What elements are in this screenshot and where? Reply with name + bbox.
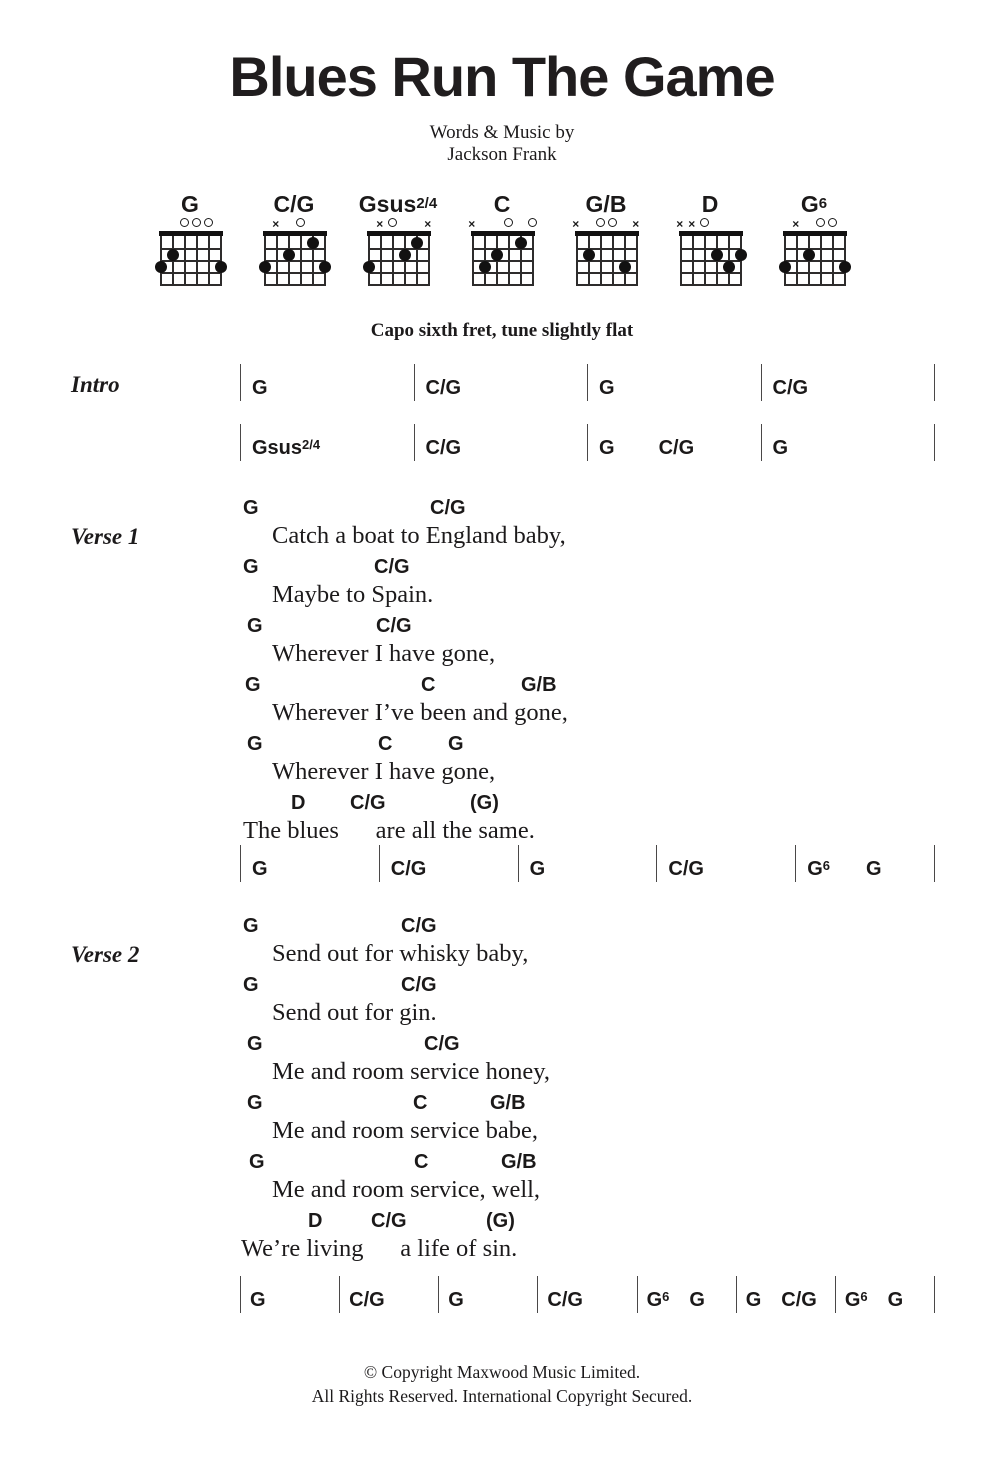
finger-dot [319,261,331,273]
finger-dot [215,261,227,273]
chord-symbol: G [252,377,268,399]
lyric-line-block [0,1152,1004,1211]
chord-diagram-label: G/B [585,191,627,217]
fretboard-grid [160,236,222,285]
chord-symbol: G [247,733,263,755]
open-string-o-marker [596,218,605,227]
chord-symbol: C/G [430,497,466,519]
turnaround-bar-row-1 [240,845,935,882]
finger-dot [307,237,319,249]
open-string-o-marker [528,218,537,227]
measure [240,424,414,461]
lyric-line-block [0,1211,1004,1270]
fret-line [680,248,742,250]
chord-symbol: G [243,556,259,578]
finger-dot [491,249,503,261]
chord-symbol: G [599,437,615,459]
lyric-text: Maybe to Spain. [272,581,434,608]
muted-string-x-marker: × [632,217,640,231]
lyric-line-block [0,734,1004,793]
finger-dot [363,261,375,273]
finger-dot [803,249,815,261]
fret-line [264,272,326,274]
chord-symbol: G [689,1289,705,1311]
chord-symbol: G [448,733,464,755]
chord-symbol: G [243,974,259,996]
byline-author: Jackson Frank [447,144,557,165]
measure [656,845,795,882]
chord-diagram [762,192,866,294]
fret-line [784,272,846,274]
fret-line [368,248,430,250]
muted-string-x-marker: × [424,217,432,231]
measure [379,845,518,882]
chord-symbol: G/B [490,1092,526,1114]
nut-bar [679,231,743,236]
chord-symbol: G [745,1289,762,1311]
muted-string-x-marker: × [676,217,684,231]
measure [587,424,761,461]
open-string-o-marker [180,218,189,227]
chord-symbol: G/B [501,1151,537,1173]
chord-diagram-label: C/G [273,191,315,217]
open-string-o-marker [700,218,709,227]
chord-superscript: 6 [860,1289,868,1304]
chord-symbol: G [252,858,268,880]
lyric-text: We’re living a life of sin. [241,1235,518,1262]
chord-symbol: C/G [371,1210,407,1232]
chord-symbol: G [243,915,259,937]
chord-symbol: Gsus$^{2/4}$ [252,437,321,459]
finger-dot [723,261,735,273]
string-marker-row [554,218,658,231]
fretboard-grid [680,236,742,285]
fretboard-grid [472,236,534,285]
lyric-line-block [0,916,1004,975]
lyric-text: Send out for whisky baby, [272,940,529,967]
finger-dot [399,249,411,261]
chord-diagram-label-superscript: 2/4 [416,195,438,212]
string-marker-row [658,218,762,231]
lyric-text: Me and room service, well, [272,1176,541,1203]
finger-dot [155,261,167,273]
chord-symbol: C/G [772,377,809,399]
chord-diagram-label-superscript: 6 [818,195,828,212]
open-string-o-marker [828,218,837,227]
string-marker-row [450,218,554,231]
chord-symbol: C/G [781,1289,817,1311]
chord-symbol: G/B [521,674,557,696]
chord-symbol: C [378,733,393,755]
finger-dot [583,249,595,261]
turnaround-bar-row-2 [240,1276,935,1313]
fret-line [160,284,222,286]
chord-superscript: 6 [662,1289,670,1304]
fretboard-grid [576,236,638,285]
lyric-line-block [0,498,1004,557]
chord-symbol: G [599,377,615,399]
finger-dot [735,249,747,261]
chord-symbol: C/G [349,1289,385,1311]
muted-string-x-marker: × [272,217,280,231]
lyric-line-block [0,616,1004,675]
measure [795,845,934,882]
muted-string-x-marker: × [468,217,476,231]
lyric-text: Me and room service honey, [272,1058,551,1085]
fret-line [368,284,430,286]
chord-symbol: G [772,437,789,459]
chord-symbol: C/G [401,915,437,937]
finger-dot [839,261,851,273]
intro-bar-row-2 [240,424,935,461]
muted-string-x-marker: × [688,217,696,231]
chord-diagram [554,192,658,294]
finger-dot [411,237,423,249]
chord-symbol: C/G [390,858,427,880]
chord-symbol: C/G [425,437,462,459]
nut-bar [471,231,535,236]
chord-diagram [658,192,762,294]
measure [637,1276,736,1313]
chord-symbol: C/G [424,1033,460,1055]
chord-symbol: C/G [658,437,695,459]
finger-dot [259,261,271,273]
measure [761,424,935,461]
chord-symbol: C/G [401,974,437,996]
lyric-text: Send out for gin. [272,999,437,1026]
nut-bar [783,231,847,236]
song-title: Blues Run The Game [229,45,775,108]
nut-bar [263,231,327,236]
section-label-verse-2: Verse 2 [71,942,140,967]
fret-line [264,284,326,286]
lyric-text: Me and room service babe, [272,1117,538,1144]
lyric-line-block [0,557,1004,616]
chord-symbol: C [421,674,436,696]
string-marker-row [762,218,866,231]
byline-credit: Words & Music by [429,122,575,143]
muted-string-x-marker: × [792,217,800,231]
fret-line [264,248,326,250]
string-marker-row [346,218,450,231]
fret-line [680,272,742,274]
chord-symbol: G [245,674,261,696]
measure [537,1276,636,1313]
chord-diagram-label: C [493,191,511,217]
chord-diagram [450,192,554,294]
fret-line [472,284,534,286]
fret-line [264,260,326,262]
open-string-o-marker [296,218,305,227]
fret-line [784,260,846,262]
lyric-line-block [0,975,1004,1034]
measure [339,1276,438,1313]
chord-superscript: 2/4 [302,437,321,452]
measure [414,424,588,461]
open-string-o-marker [608,218,617,227]
fret-line [472,248,534,250]
chord-symbol: C [414,1151,429,1173]
lyric-text: Catch a boat to England baby, [272,522,566,549]
measure [414,364,588,401]
chord-diagram [138,192,242,294]
fret-line [680,284,742,286]
lyric-text: Wherever I have gone, [272,758,496,785]
chord-diagram [242,192,346,294]
chord-symbol: (G) [486,1210,515,1232]
open-string-o-marker [192,218,201,227]
chord-symbol: D [308,1210,323,1232]
chord-symbol: $G^6$ [807,858,830,880]
measure [240,364,414,401]
muted-string-x-marker: × [572,217,580,231]
lyric-line-block [0,1093,1004,1152]
open-string-o-marker [816,218,825,227]
chord-symbol: G [247,1033,263,1055]
finger-dot [479,261,491,273]
finger-dot [167,249,179,261]
fretboard-grid [264,236,326,285]
chord-symbol: C/G [425,377,462,399]
chord-symbol: $G^6$ [646,1289,670,1311]
chord-symbol: C/G [350,792,386,814]
finger-dot [619,261,631,273]
open-string-o-marker [388,218,397,227]
measure [761,364,935,401]
finger-dot [283,249,295,261]
fret-line [368,272,430,274]
chord-diagram-strip [138,192,866,294]
chord-superscript: 6 [822,858,830,873]
fretboard-grid [368,236,430,285]
lyric-text: Wherever I have gone, [272,640,496,667]
chord-symbol: G [247,1092,263,1114]
chord-symbol: D [291,792,306,814]
fret-line [576,272,638,274]
chord-symbol: C [413,1092,428,1114]
chord-symbol: G [448,1289,464,1311]
chord-symbol: $G^6$ [844,1289,868,1311]
chord-symbol: (G) [470,792,499,814]
finger-dot [711,249,723,261]
fret-line [784,248,846,250]
chord-symbol: G [250,1289,266,1311]
capo-instruction: Capo sixth fret, tune slightly flat [370,320,634,341]
muted-string-x-marker: × [376,217,384,231]
open-string-o-marker [504,218,513,227]
lyric-text: The blues are all the same. [243,817,535,844]
measure [240,1276,339,1313]
lyric-line-block [0,793,1004,852]
measure [835,1276,934,1313]
measure [587,364,761,401]
chord-diagram [346,192,450,294]
finger-dot [779,261,791,273]
chord-diagram-label: D [701,191,719,217]
measure [438,1276,537,1313]
nut-bar [159,231,223,236]
chord-symbol: G [529,858,546,880]
section-label-intro: Intro [71,372,120,397]
copyright-line-2: All Rights Reserved. International Copyright Secured. [311,1386,693,1406]
nut-bar [575,231,639,236]
measure [240,845,379,882]
chord-symbol: G [887,1289,904,1311]
measure [736,1276,835,1313]
lyric-text: Wherever I’ve been and gone, [272,699,568,726]
section-label-verse-1: Verse 1 [71,524,140,549]
chord-symbol: G [865,858,882,880]
chord-symbol: C/G [547,1289,583,1311]
copyright-line-1: © Copyright Maxwood Music Limited. [363,1362,641,1382]
string-marker-row [138,218,242,231]
intro-bar-row-1 [240,364,935,401]
open-string-o-marker [204,218,213,227]
chord-symbol: C/G [668,858,704,880]
fretboard-grid [784,236,846,285]
chord-symbol: C/G [374,556,410,578]
chord-diagram-label: Gsus$^{2/4}$ [358,191,438,217]
chord-symbol: G [243,497,259,519]
chord-diagram-label: G [181,191,199,217]
string-marker-row [242,218,346,231]
measure [518,845,657,882]
fret-line [368,260,430,262]
fret-line [576,284,638,286]
finger-dot [515,237,527,249]
chord-symbol: C/G [376,615,412,637]
fret-line [160,272,222,274]
lyric-line-block [0,1034,1004,1093]
fret-line [784,284,846,286]
chord-symbol: G [247,615,263,637]
lyric-line-block [0,675,1004,734]
chord-symbol: G [249,1151,265,1173]
nut-bar [367,231,431,236]
chord-diagram-label: $G^6$ [800,191,828,217]
